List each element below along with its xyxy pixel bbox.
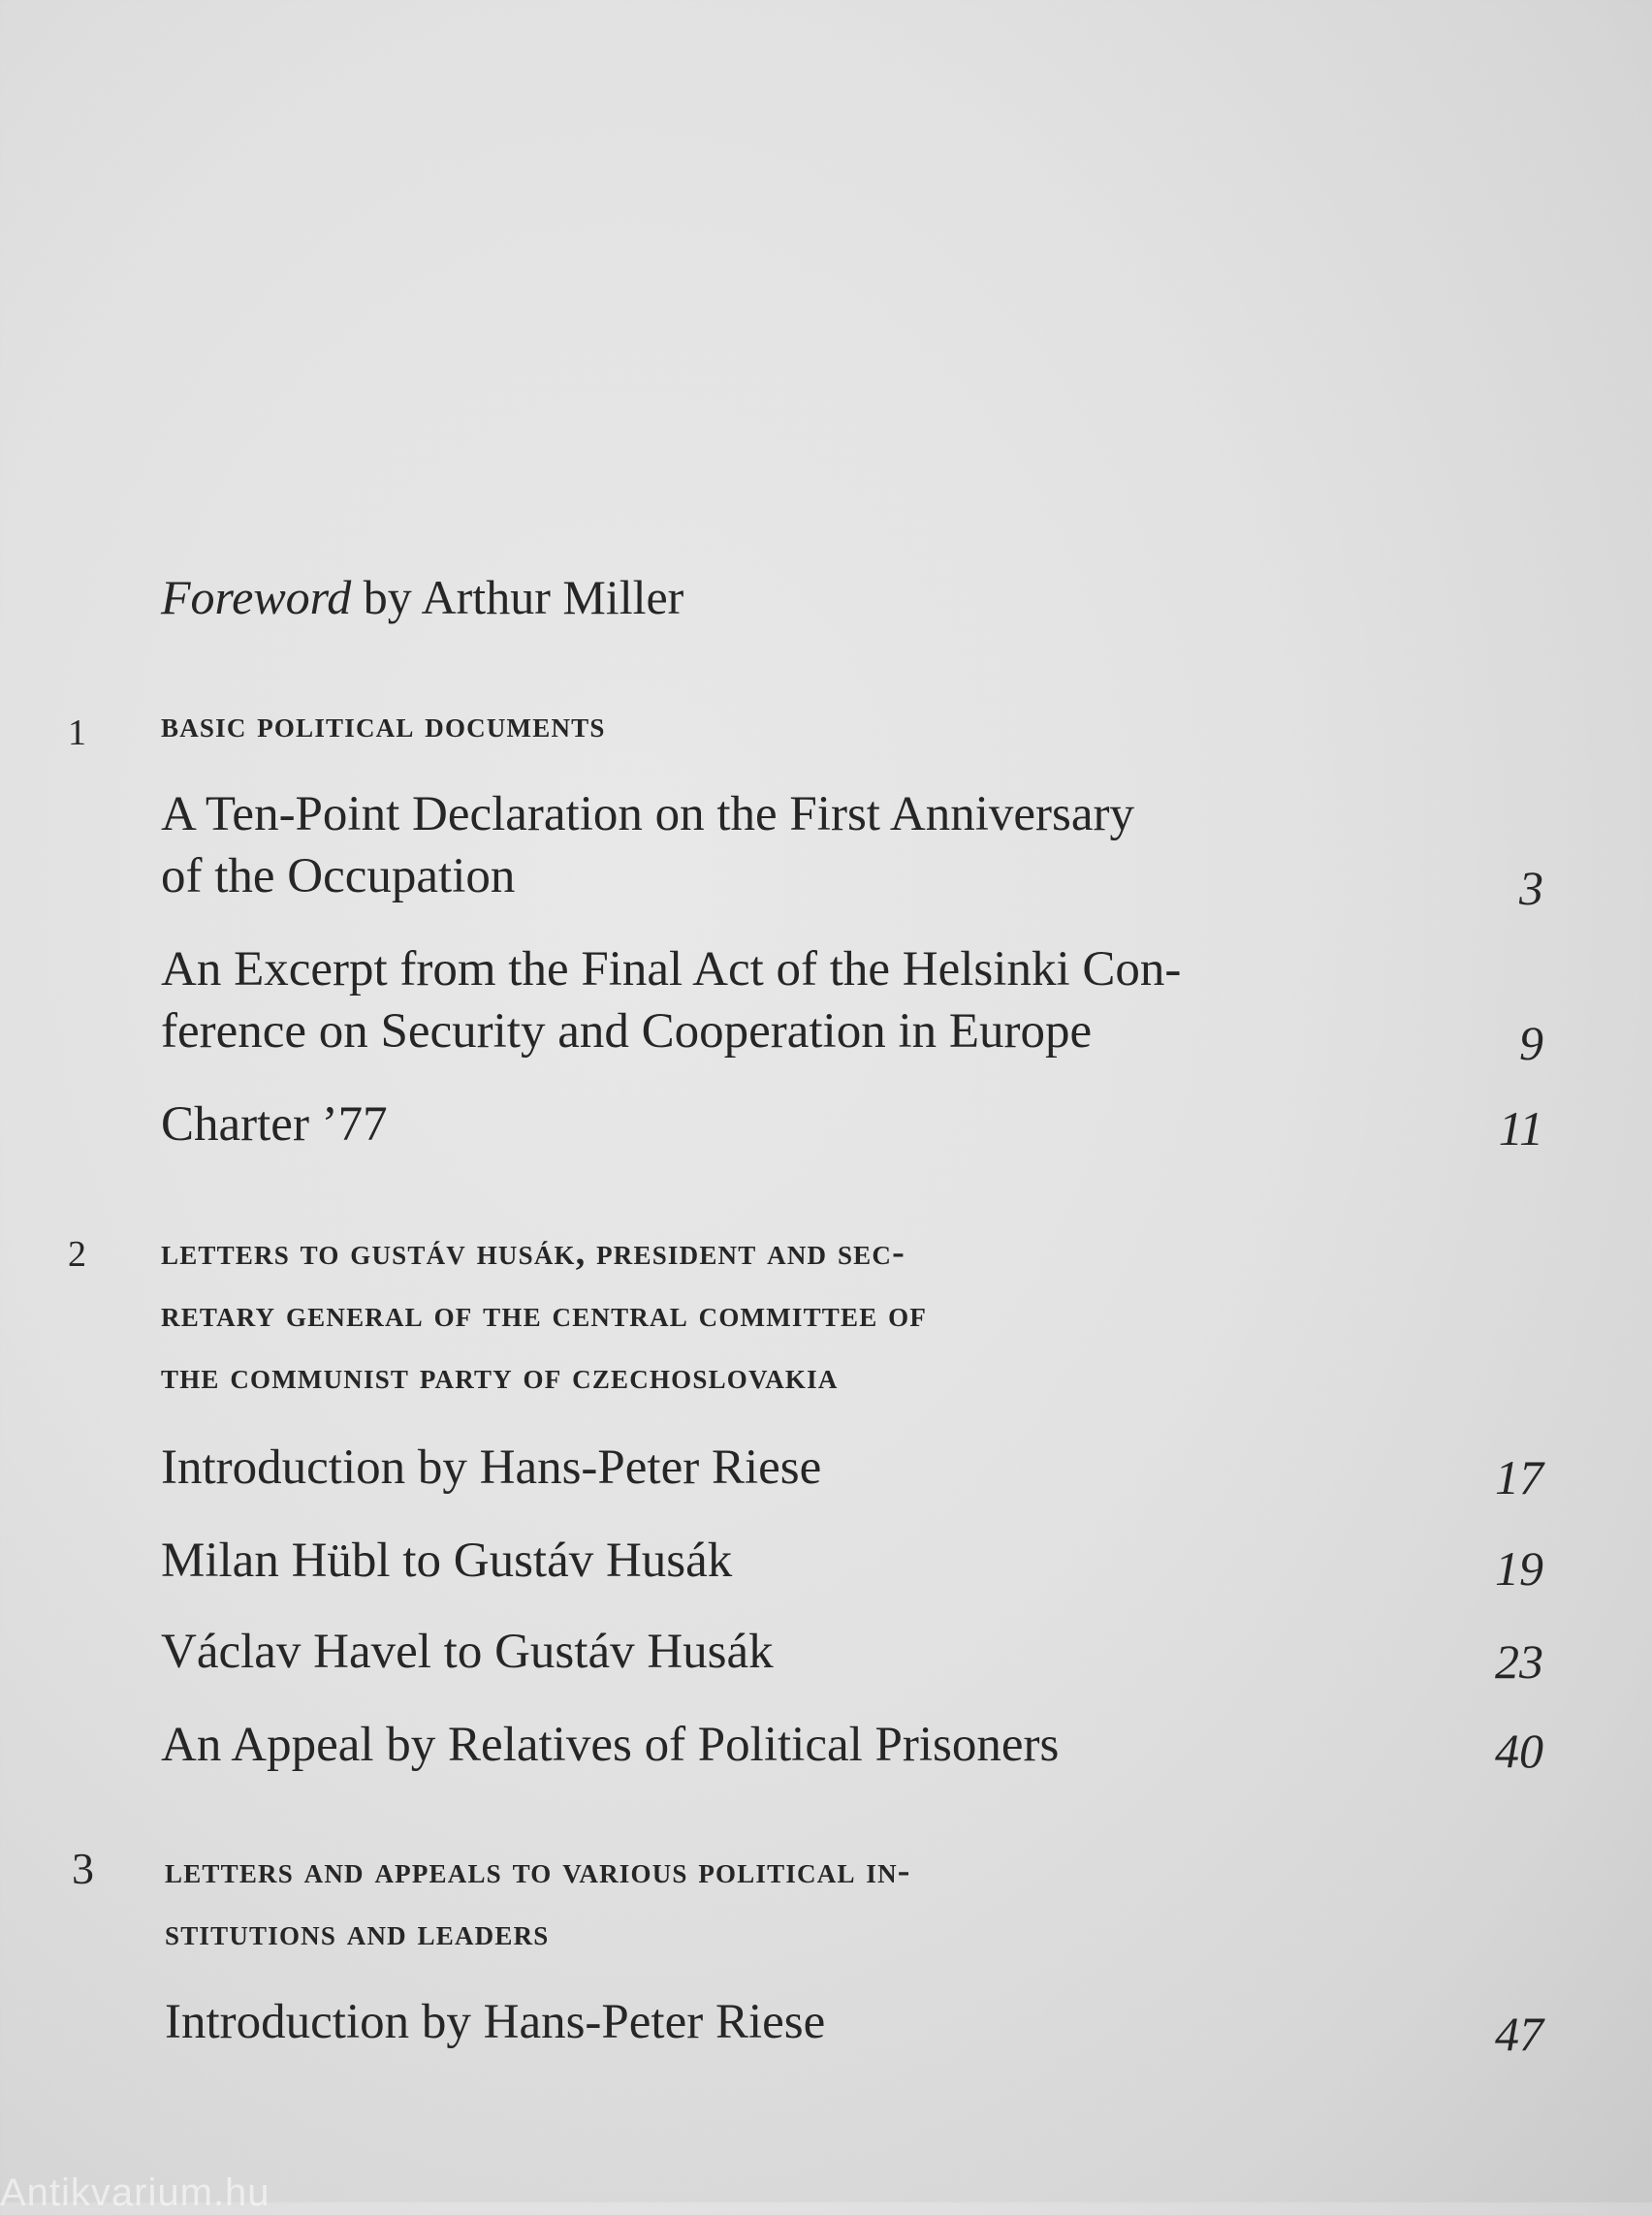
part-title: basic political documents <box>161 705 606 745</box>
watermark-text: Antikvarium.hu <box>0 2171 270 2214</box>
toc-page-number: 19 <box>1495 1541 1543 1596</box>
toc-page-number: 3 <box>1519 861 1543 915</box>
foreword-author: by Arthur Miller <box>351 570 684 624</box>
toc-page-number: 40 <box>1495 1724 1543 1778</box>
toc-entry-appeal-relatives: An Appeal by Relatives of Political Prisoners <box>161 1718 1060 1772</box>
toc-page-number: 11 <box>1498 1101 1543 1155</box>
part-number: 3 <box>72 1844 94 1893</box>
toc-page-number: 17 <box>1495 1450 1543 1504</box>
toc-page-number: 9 <box>1519 1016 1543 1070</box>
toc-entry-helsinki-excerpt: An Excerpt from the Final Act of the Helsinki Con- ference on Security and Cooperation in Europe <box>161 942 1182 1059</box>
toc-entry-ten-point-declaration: A Ten-Point Declaration on the First Anniversary of the Occupation <box>161 787 1134 903</box>
toc-entry-charter-77: Charter ’77 <box>161 1097 388 1152</box>
part-title: letters and appeals to various political in- stitutions and leaders <box>165 1851 911 1953</box>
toc-entry-havel-to-husak: Václav Havel to Gustáv Husák <box>161 1625 774 1679</box>
part-number: 2 <box>68 1234 86 1275</box>
toc-entry-introduction-riese: Introduction by Hans-Peter Riese <box>165 1995 826 2049</box>
toc-entry-hubl-to-husak: Milan Hübl to Gustáv Husák <box>161 1534 733 1588</box>
foreword-line <box>161 568 683 626</box>
toc-page-number: 47 <box>1495 2007 1543 2061</box>
part-title: letters to gustáv husák, president and sec- retary general of the central committee of the communist party of czechoslovakia <box>161 1232 928 1397</box>
part-number: 1 <box>68 712 86 753</box>
foreword-label: Foreword <box>161 570 352 624</box>
toc-entry-introduction-riese: Introduction by Hans-Peter Riese <box>161 1440 822 1495</box>
toc-page-number: 23 <box>1495 1634 1543 1689</box>
